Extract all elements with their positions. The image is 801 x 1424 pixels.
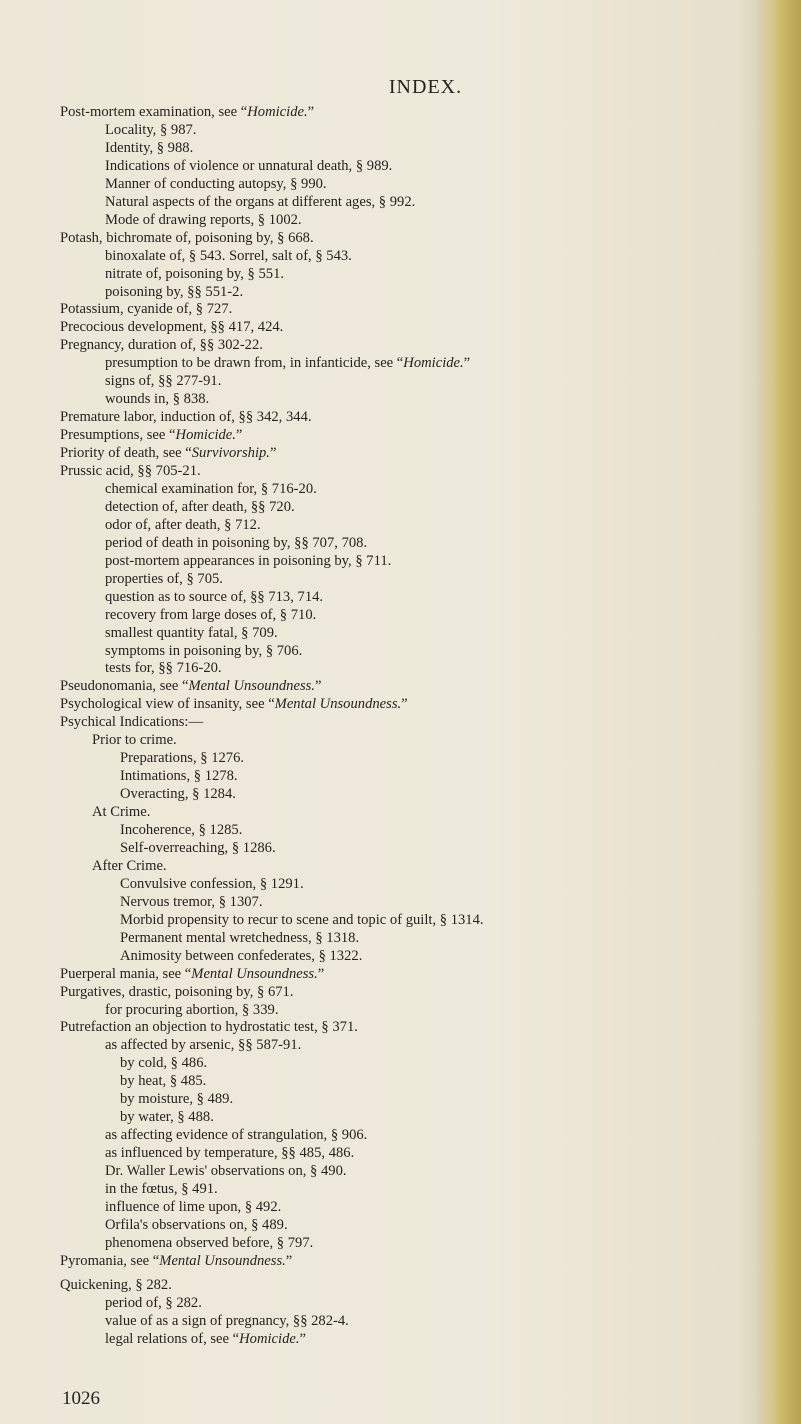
entry-text: After Crime. [92, 857, 167, 874]
entry-text: symptoms in poisoning by, § 706. [105, 642, 303, 659]
index-entry [120, 1055, 207, 1072]
page-edge-shading [755, 0, 801, 1424]
index-entry [60, 409, 312, 426]
entry-text: as affected by arsenic, §§ 587-91. [105, 1037, 302, 1054]
entry-text: Purgatives, drastic, poisoning by, § 671. [60, 983, 294, 1000]
entry-text: Dr. Waller Lewis' observations on, § 490. [105, 1163, 347, 1180]
entry-text: Precocious development, §§ 417, 424. [60, 319, 284, 336]
entry-text: wounds in, § 838. [105, 391, 210, 408]
entry-text: Putrefaction an objection to hydrostatic test, § 371. [60, 1019, 358, 1036]
index-entry [60, 230, 314, 247]
entry-text: post-mortem appearances in poisoning by, § 711. [105, 552, 392, 569]
entry-text: Mode of drawing reports, § 1002. [105, 211, 302, 228]
index-entry [60, 445, 276, 462]
entry-text: Incoherence, § 1285. [120, 822, 243, 838]
entry-reference: Survivorship. [191, 445, 270, 462]
entry-text: Prior to crime. [92, 732, 177, 749]
index-entry [105, 355, 470, 372]
index-entry [105, 1199, 281, 1216]
index-entry [105, 248, 352, 265]
entry-text: Preparations, § 1276. [120, 750, 245, 767]
index-entry [105, 517, 261, 534]
entry-text: Orfila's observations on, § 489. [105, 1216, 288, 1233]
entry-suffix: ” [269, 445, 277, 462]
index-entry [105, 481, 317, 498]
index-entry [105, 1002, 278, 1019]
index-entry [105, 194, 415, 211]
entry-text: Locality, § 987. [105, 121, 197, 138]
index-entry [105, 1181, 218, 1198]
entry-text: period of death in poisoning by, §§ 707, 708. [105, 534, 368, 551]
index-entry [120, 1091, 233, 1108]
index-entry [60, 1277, 172, 1294]
entry-text: Potassium, cyanide of, § 727. [60, 301, 233, 318]
entry-text: by water, § 488. [120, 1109, 214, 1126]
entry-text: At Crime. [92, 804, 151, 821]
entry-text: Convulsive confession, § 1291. [120, 875, 304, 892]
entry-text: Pyromania, see “ [60, 1252, 160, 1269]
entry-text: nitrate of, poisoning by, § 551. [105, 265, 285, 282]
index-entry [92, 732, 177, 749]
entry-text: detection of, after death, §§ 720. [105, 498, 295, 515]
index-entry [105, 1037, 301, 1054]
index-entry [120, 1073, 206, 1090]
entry-text: tests for, §§ 716-20. [105, 660, 222, 677]
index-entry [60, 337, 263, 354]
index-entry [105, 1217, 288, 1234]
entry-text: by heat, § 485. [120, 1073, 207, 1090]
index-entry [60, 104, 314, 121]
entry-text: properties of, § 705. [105, 570, 223, 587]
entry-reference: Mental Unsoundness. [159, 1252, 286, 1269]
entry-reference: Homicide. [247, 104, 308, 120]
entry-text: recovery from large doses of, § 710. [105, 606, 317, 623]
index-entry [105, 607, 316, 624]
entry-reference: Mental Unsoundness. [188, 678, 315, 695]
index-entry [60, 678, 321, 695]
index-entry [105, 1235, 313, 1252]
entry-suffix: ” [307, 104, 315, 120]
entry-text: Indications of violence or unnatural death, § 989. [105, 157, 393, 174]
index-entry [60, 696, 408, 713]
index-entry [60, 714, 203, 731]
entry-text: Quickening, § 282. [60, 1276, 172, 1293]
index-entry [120, 750, 244, 767]
entry-text: by moisture, § 489. [120, 1091, 234, 1108]
entry-text: Prussic acid, §§ 705-21. [60, 463, 201, 479]
entry-suffix: ” [314, 678, 322, 695]
entry-text: Puerperal mania, see “ [60, 965, 192, 982]
entry-text: smallest quantity fatal, § 709. [105, 624, 278, 641]
index-entry [120, 1109, 214, 1126]
entry-text: legal relations of, see “ [105, 1330, 240, 1347]
entry-text: signs of, §§ 277-91. [105, 373, 222, 390]
entry-reference: Homicide. [239, 1330, 300, 1347]
entry-suffix: ” [235, 427, 243, 444]
entry-text: phenomena observed before, § 797. [105, 1234, 314, 1251]
entry-text: as affecting evidence of strangulation, § 906. [105, 1127, 368, 1144]
entry-text: Identity, § 988. [105, 139, 194, 156]
entry-suffix: ” [299, 1330, 306, 1347]
entry-text: odor of, after death, § 712. [105, 516, 261, 533]
entry-text: Psychological view of insanity, see “ [60, 696, 275, 713]
entry-text: influence of lime upon, § 492. [105, 1198, 282, 1215]
index-entry [105, 625, 278, 642]
entry-text: Psychical Indications:— [60, 714, 204, 731]
index-entry [120, 948, 362, 965]
index-entry [92, 804, 150, 821]
page-number: 1026 [62, 1388, 100, 1409]
entry-suffix: ” [317, 965, 325, 982]
index-entry [120, 786, 236, 803]
entry-text: for procuring abortion, § 339. [105, 1001, 279, 1018]
entry-suffix: ” [401, 696, 408, 713]
entry-text: Potash, bichromate of, poisoning by, § 668. [60, 229, 314, 246]
index-entry [105, 140, 193, 157]
page-header: INDEX. [388, 76, 463, 98]
entry-suffix: ” [463, 355, 471, 372]
entry-text: presumption to be drawn from, in infanticide, see “ [105, 355, 404, 372]
index-entry [120, 822, 242, 839]
index-entry [105, 212, 302, 229]
index-entry [60, 427, 242, 444]
entry-text: question as to source of, §§ 713, 714. [105, 588, 324, 605]
entry-text: Post-mortem examination, see “ [60, 104, 248, 120]
index-entry [105, 535, 367, 552]
index-entry [60, 463, 201, 480]
index-entry [105, 176, 327, 193]
entry-text: value of as a sign of pregnancy, §§ 282-4. [105, 1312, 349, 1329]
index-entry [105, 1331, 306, 1348]
index-entry [92, 858, 167, 875]
entry-text: Presumptions, see “ [60, 427, 176, 444]
entry-text: period of, § 282. [105, 1294, 202, 1311]
entry-text: by cold, § 486. [120, 1055, 208, 1072]
index-entry [105, 1127, 367, 1144]
index-entry [120, 876, 304, 893]
entry-reference: Mental Unsoundness. [191, 965, 318, 982]
index-entry [60, 1253, 292, 1270]
entry-reference: Mental Unsoundness. [274, 696, 402, 713]
index-entry [105, 284, 243, 301]
entry-reference: Homicide. [175, 427, 236, 444]
index-entry [60, 984, 294, 1001]
entry-text: Pregnancy, duration of, §§ 302-22. [60, 337, 263, 354]
index-entry [60, 1019, 358, 1036]
entry-text: Priority of death, see “ [60, 445, 192, 462]
index-entry [105, 1145, 354, 1162]
entry-text: Nervous tremor, § 1307. [120, 893, 263, 910]
index-entry [60, 301, 232, 318]
entry-text: Overacting, § 1284. [120, 786, 236, 803]
entry-text: chemical examination for, § 716-20. [105, 480, 317, 497]
index-entry [60, 966, 324, 983]
entry-suffix: ” [285, 1252, 293, 1269]
entry-text: in the fœtus, § 491. [105, 1181, 218, 1197]
entry-text: Pseudonomania, see “ [60, 678, 189, 695]
index-entry [105, 660, 222, 677]
entry-text: Premature labor, induction of, §§ 342, 344. [60, 409, 312, 426]
entry-text: Self-overreaching, § 1286. [120, 839, 276, 856]
index-entry [120, 930, 359, 947]
entry-text: poisoning by, §§ 551-2. [105, 283, 244, 300]
entry-reference: Homicide. [403, 355, 464, 372]
index-entry [105, 266, 284, 283]
index-entry [105, 589, 323, 606]
index-entry [105, 1313, 349, 1330]
index-entry [105, 553, 391, 570]
entry-text: Animosity between confederates, § 1322. [120, 947, 363, 964]
index-entry [105, 1163, 347, 1180]
entry-text: Morbid propensity to recur to scene and topic of guilt, § 1314. [120, 911, 484, 928]
index-entry [120, 912, 484, 929]
index-entry [120, 768, 238, 785]
entry-text: Manner of conducting autopsy, § 990. [105, 175, 327, 192]
entry-text: Permanent mental wretchedness, § 1318. [120, 929, 360, 946]
index-entry [60, 319, 283, 336]
index-entry [120, 894, 263, 911]
index-entry [105, 122, 196, 139]
index-entry [105, 1295, 202, 1312]
entry-text: Natural aspects of the organs at different ages, § 992. [105, 193, 416, 210]
index-entry [105, 499, 295, 516]
index-entry [105, 158, 392, 175]
entry-text: as influenced by temperature, §§ 485, 486. [105, 1145, 355, 1162]
index-entry [105, 373, 221, 390]
entry-text: binoxalate of, § 543. Sorrel, salt of, § 543. [105, 247, 352, 264]
index-entry [105, 391, 209, 408]
entry-text: Intimations, § 1278. [120, 768, 238, 785]
index-entry [105, 643, 302, 660]
index-entry [105, 571, 223, 588]
index-entry [120, 840, 276, 857]
